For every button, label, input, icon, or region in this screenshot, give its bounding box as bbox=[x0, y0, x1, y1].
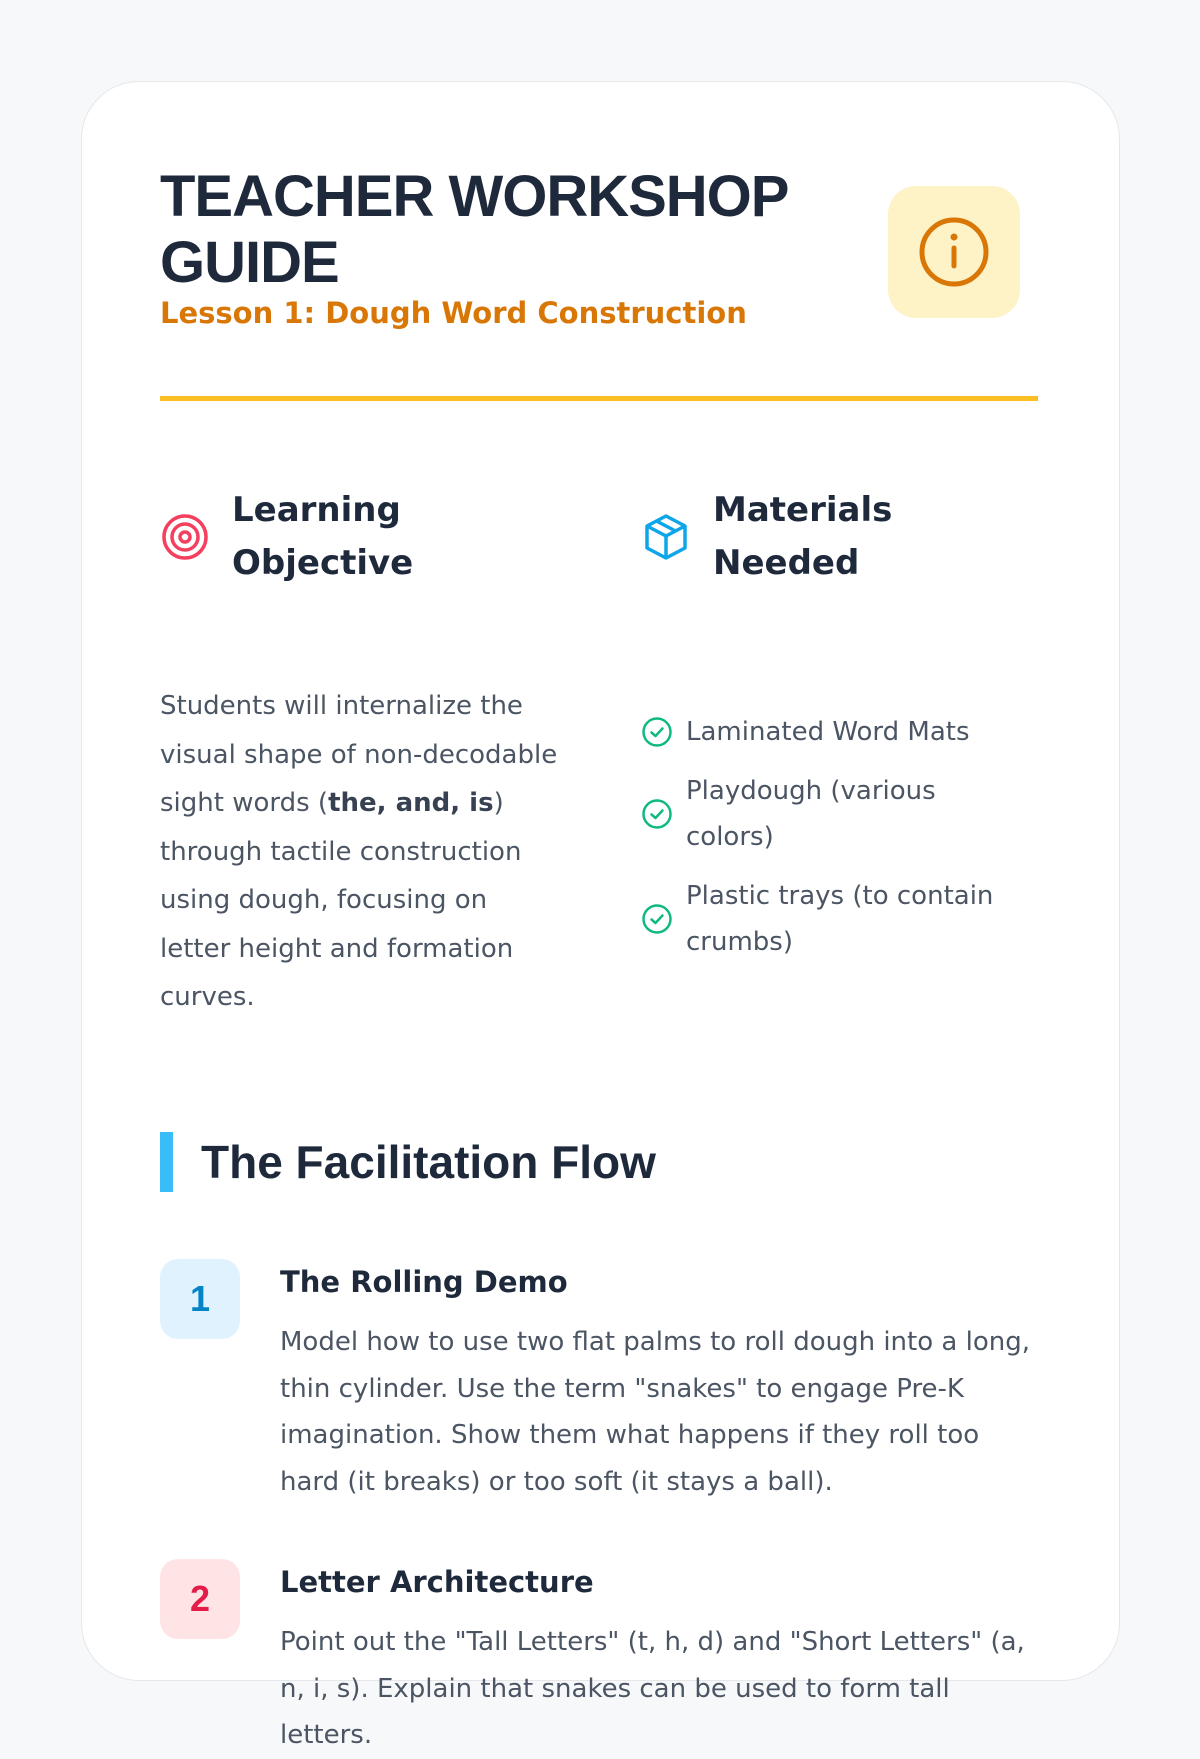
step-title: The Rolling Demo bbox=[280, 1265, 568, 1299]
step-body: Point out the "Tall Letters" (t, h, d) and "Short Letters" (a, n, i, s). Explain that snakes can be used to form tall letters. bbox=[280, 1627, 1025, 1750]
box-icon bbox=[641, 512, 691, 562]
objective-heading-text: Learning Objective bbox=[232, 490, 414, 583]
step-number: 1 bbox=[160, 1259, 240, 1339]
step-body: Model how to use two flat palms to roll dough into a long, thin cylinder. Use the term "snakes" to engage Pre-K imagination. Show them what happens if they roll too hard (it breaks) or too soft (it stays a ball). bbox=[280, 1327, 1030, 1497]
step-title: Letter Architecture bbox=[280, 1565, 594, 1599]
check-circle-icon bbox=[641, 716, 673, 748]
material-label: Plastic trays (to contain crumbs) bbox=[686, 881, 994, 957]
materials-heading bbox=[641, 484, 953, 590]
target-icon bbox=[160, 512, 210, 562]
section-title: The Facilitation Flow bbox=[201, 1136, 656, 1188]
guide-card bbox=[81, 81, 1120, 1750]
info-button[interactable] bbox=[888, 186, 1020, 318]
flow-section-heading bbox=[160, 1132, 656, 1192]
lesson-subtitle: Lesson 1: Dough Word Construction bbox=[160, 296, 747, 330]
objective-text: Students will internalize the visual shape of non-decodable sight words (the, and, is) through tactile construction using dough, focusing on letter height and formation curves. bbox=[160, 691, 558, 1012]
page-title: TEACHER WORKSHOP GUIDE bbox=[160, 164, 788, 295]
check-circle-icon bbox=[641, 903, 673, 935]
materials-list bbox=[641, 709, 1041, 978]
objective-heading bbox=[160, 484, 472, 590]
list-item bbox=[641, 709, 1041, 755]
check-circle-icon bbox=[641, 798, 673, 830]
step-number: 2 bbox=[160, 1559, 240, 1639]
section-accent-bar bbox=[160, 1132, 173, 1192]
material-label: Laminated Word Mats bbox=[686, 717, 970, 747]
list-item bbox=[641, 873, 1041, 965]
header-divider bbox=[160, 396, 1038, 401]
materials-heading-text: Materials Needed bbox=[713, 490, 893, 583]
material-label: Playdough (various colors) bbox=[686, 776, 936, 852]
info-circle-icon bbox=[917, 215, 991, 289]
list-item bbox=[641, 768, 1041, 860]
